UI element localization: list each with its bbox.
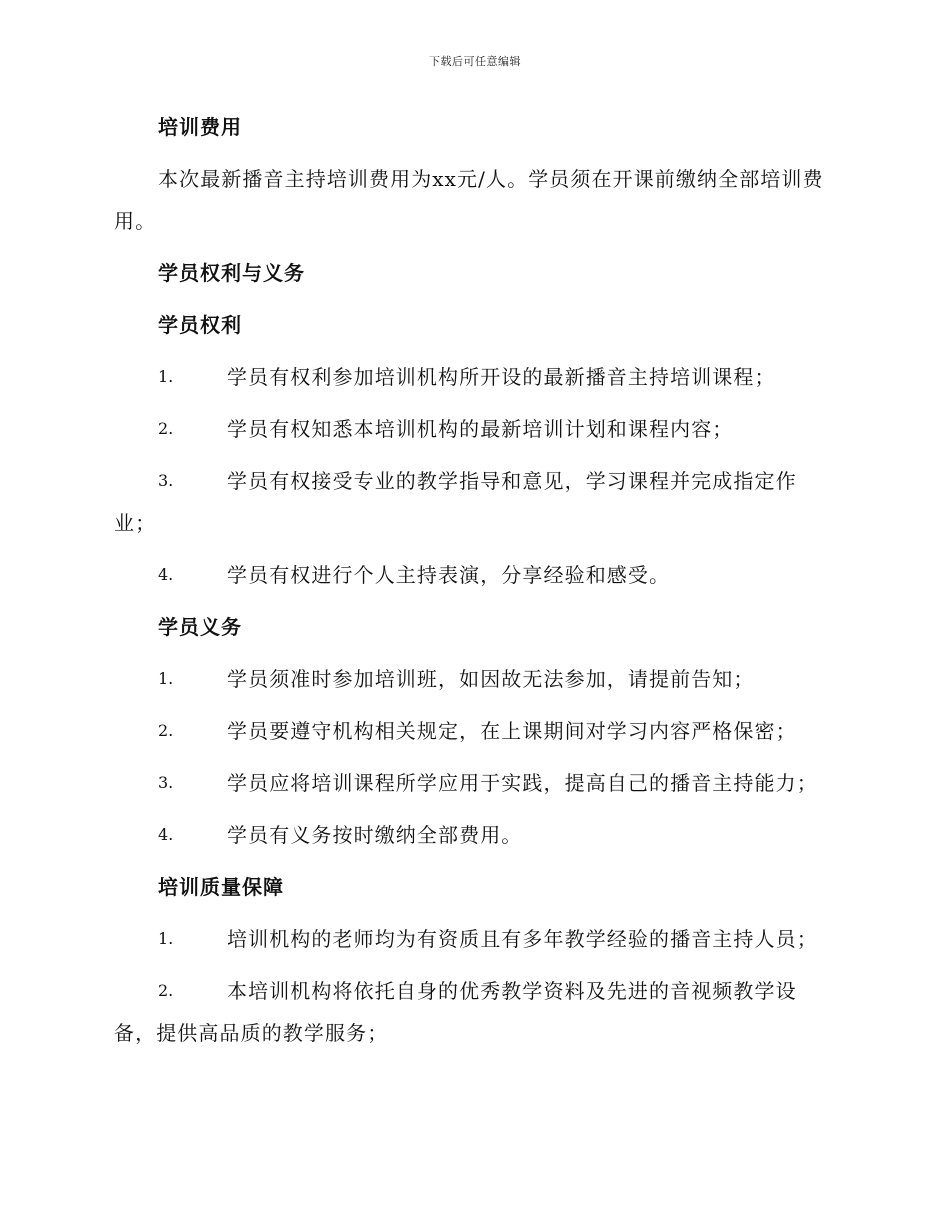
list-item [114, 814, 834, 856]
rights-list [114, 356, 834, 596]
list-number: 2. [158, 721, 174, 740]
document-body [114, 106, 834, 1064]
duties-list [114, 658, 834, 856]
quality-list [114, 918, 834, 1054]
list-item [114, 710, 834, 752]
list-item [114, 356, 834, 398]
list-number: 1. [158, 929, 174, 948]
list-number: 4. [158, 565, 174, 584]
list-item-text: 学员有义务按时缴纳全部费用。 [227, 823, 523, 847]
list-item-text: 学员有权知悉本培训机构的最新培训计划和课程内容； [227, 417, 734, 441]
list-item-text: 学员须准时参加培训班，如因故无法参加，请提前告知； [227, 667, 755, 691]
list-item [114, 408, 834, 450]
heading-fee: 培训费用 [158, 115, 242, 139]
list-number: 4. [158, 825, 174, 844]
list-number: 3. [158, 773, 174, 792]
paragraph-fee: 本次最新播音主持培训费用为xx元/人。学员须在开课前缴纳全部培训费用。 [114, 167, 824, 233]
heading-quality: 培训质量保障 [158, 875, 284, 899]
heading-rights-duties: 学员权利与义务 [158, 261, 305, 285]
list-item-text: 学员有权进行个人主持表演，分享经验和感受。 [227, 563, 671, 587]
list-item-text: 学员应将培训课程所学应用于实践，提高自己的播音主持能力； [227, 771, 818, 795]
list-item [114, 460, 834, 544]
list-item [114, 658, 834, 700]
list-item [114, 554, 834, 596]
list-number: 3. [158, 471, 174, 490]
list-number: 1. [158, 367, 174, 386]
list-number: 2. [158, 419, 174, 438]
list-item [114, 970, 834, 1054]
list-item-text: 培训机构的老师均为有资质且有多年教学经验的播音主持人员； [227, 927, 818, 951]
page-header-note: 下载后可任意编辑 [429, 55, 521, 68]
list-number: 2. [158, 981, 174, 1000]
list-item-text: 学员要遵守机构相关规定，在上课期间对学习内容严格保密； [227, 719, 797, 743]
list-item [114, 918, 834, 960]
list-item-text: 学员有权利参加培训机构所开设的最新播音主持培训课程； [227, 365, 776, 389]
list-item [114, 762, 834, 804]
list-item-text: 学员有权接受专业的教学指导和意见，学习课程并完成指定作业； [114, 469, 797, 535]
list-item-text: 本培训机构将依托自身的优秀教学资料及先进的音视频教学设备，提供高品质的教学服务； [114, 979, 797, 1045]
list-number: 1. [158, 669, 174, 688]
heading-duties: 学员义务 [158, 615, 242, 639]
heading-rights: 学员权利 [158, 313, 242, 337]
